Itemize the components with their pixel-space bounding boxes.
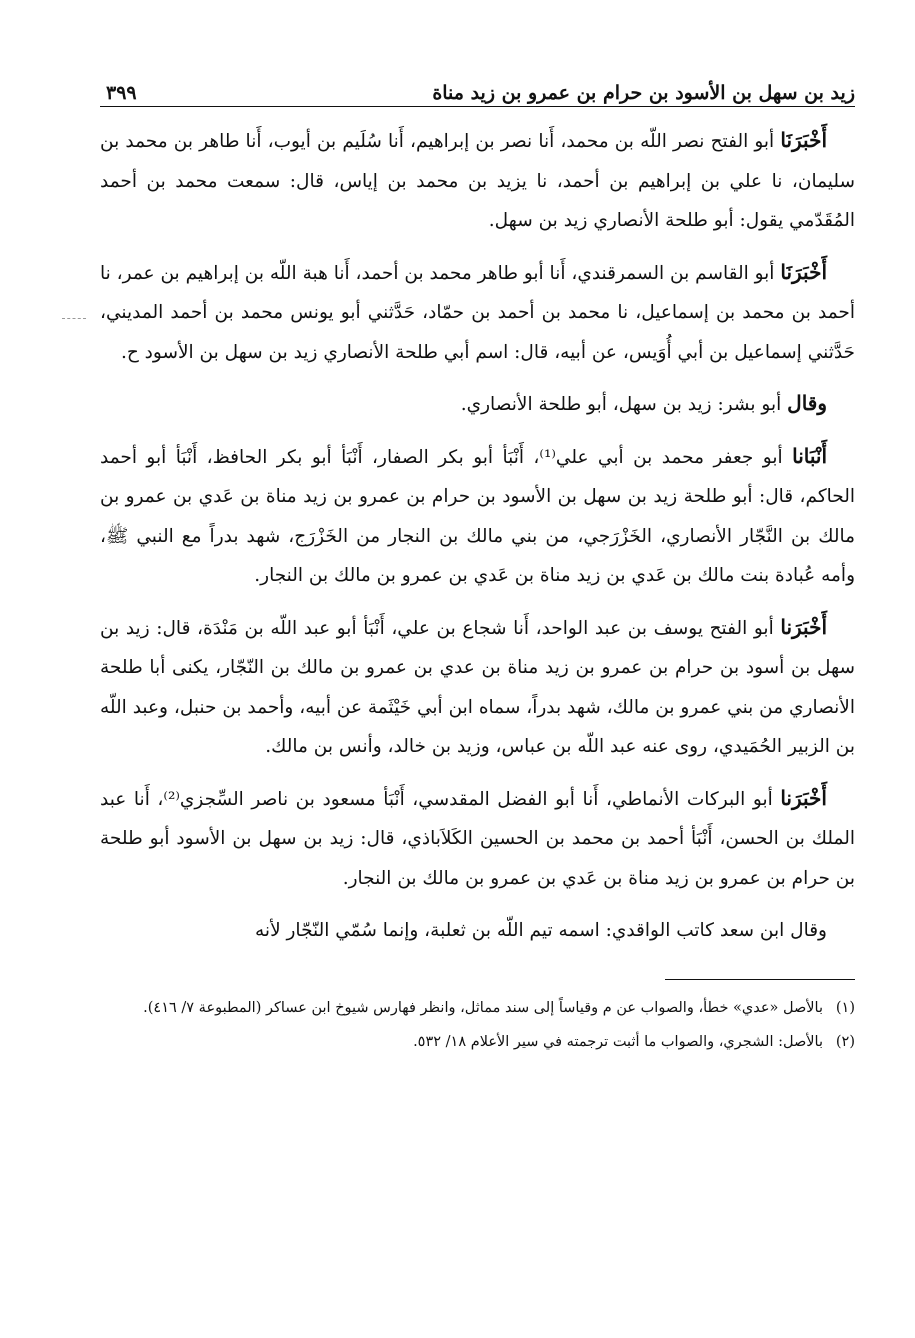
paragraph-lead-word: أَخْبَرَنا: [780, 614, 827, 639]
paragraph-lead-word: أَخْبَرَنَا: [780, 128, 827, 152]
running-header-title: زيد بن سهل بن الأسود بن حرام بن عمرو بن زيد مناة: [432, 82, 855, 104]
paragraph-text: أبو البركات الأنماطي، أَنا أبو الفضل المقدسي، أَنْبَأ مسعود بن ناصر السِّجزي⁽²⁾، أَنا عبد الملك بن الحسن، أَنْبَأ أحمد بن محمد بن الحسين الكَلاَباذي، قال: زيد بن سهل بن الأسود أبو طلحة بن حرام بن عمرو بن زيد مناة بن عَدي بن عمرو بن مالك بن النجار.: [100, 788, 855, 889]
footnote-text: بالأصل: الشجري، والصواب ما أثبت ترجمته في سير الأعلام ١٨/ ٥٣٢.: [413, 1033, 823, 1050]
margin-scan-mark: [62, 318, 86, 319]
paragraph: [100, 437, 855, 596]
footnote-text: بالأصل «عدي» خطأ، والصواب عن م وقياساً إلى سند مماثل، وانظر فهارس شيوخ ابن عساكر (المطبوعة ٧/ ٤١٦).: [143, 999, 823, 1016]
paragraph: [100, 121, 855, 241]
paragraph-lead-word: أَخْبَرَنا: [780, 785, 827, 810]
paragraph: [100, 910, 855, 951]
paragraph-text: وقال ابن سعد كاتب الواقدي: اسمه تيم اللّه بن ثعلبة، وإنما سُمّي النّجّار لأنه: [255, 920, 827, 941]
paragraph-text: أبو الفتح نصر اللّه بن محمد، أَنا نصر بن إبراهيم، أَنا سُلَيم بن أيوب، أَنا طاهر بن محمد بن سليمان، نا علي بن إبراهيم بن أحمد، نا يزيد بن محمد بن إياس، قال: سمعت محمد بن أحمد المُقَدّمي يقول: أبو طلحة الأنصاري زيد بن سهل.: [100, 131, 855, 231]
paragraph-text: أبو الفتح يوسف بن عبد الواحد، أَنا شجاع بن علي، أَنْبَأ أبو عبد اللّه بن مَنْدَة، قال: زيد بن سهل بن أسود بن حرام بن عمرو بن زيد مناة بن عدي بن عمرو بن مالك بن النّجّار، يكنى أبا طلحة الأنصاري من بني عمرو بن مالك، شهد بدراً، سماه ابن أبي خَيْثَمة عن أبيه، وأحمد بن حنبل، وعبد اللّه بن الزبير الحُمَيدي، روى عنه عبد اللّه بن عباس، وزيد بن خالد، وأنس بن مالك.: [100, 617, 855, 757]
paragraph: [100, 253, 855, 373]
paragraph-text: أبو بشر: زيد بن سهل، أبو طلحة الأنصاري.: [460, 394, 788, 415]
footnote-number: (١): [835, 999, 855, 1016]
footnote: [100, 994, 855, 1022]
paragraph: [100, 608, 855, 767]
book-page: [100, 70, 855, 1062]
body-text: [100, 121, 855, 951]
footnote: [100, 1028, 855, 1056]
paragraph: [100, 779, 855, 899]
paragraph-text: أبو القاسم بن السمرقندي، أَنا أبو طاهر محمد بن أحمد، أَنا هبة اللّه بن إبراهيم بن عمر، نا أحمد بن محمد بن إسماعيل، نا محمد بن أحمد بن حمّاد، حَدَّثني أبو يونس محمد بن أحمد المديني، حَدَّثني إسماعيل بن أبي أُوَيس، عن أبيه، قال: اسم أبي طلحة الأنصاري زيد بن سهل بن الأسود ح.: [100, 262, 855, 363]
paragraph-lead-word: أَخْبَرَنَا: [780, 259, 827, 284]
footnote-divider: [665, 979, 855, 980]
paragraph: [100, 384, 855, 425]
paragraph-lead-word: وقال: [787, 391, 827, 415]
footnotes: [100, 994, 855, 1056]
paragraph-lead-word: أَنْبَانا: [792, 443, 828, 468]
running-header: [100, 70, 855, 107]
footnote-number: (٢): [835, 1033, 855, 1050]
page-number: ٣٩٩: [106, 82, 137, 104]
paragraph-text: أبو جعفر محمد بن أبي علي⁽¹⁾، أَنْبَأ أبو بكر الصفار، أَنْبَأ أبو بكر الحافظ، أَنْبَأ أبو أحمد الحاكم، قال: أبو طلحة زيد بن سهل بن الأسود بن حرام بن عمرو بن زيد مناة بن عَدي بن عمرو بن مالك بن النَّجّار الأنصاري، الخَزْرَجي، من بني مالك بن النجار من الخَزْرَج، شهد بدراً مع النبي ﷺ، وأمه عُبادة بنت مالك بن عَدي بن زيد مناة بن عَدي بن عمرو بن مالك بن النجار.: [100, 446, 855, 586]
